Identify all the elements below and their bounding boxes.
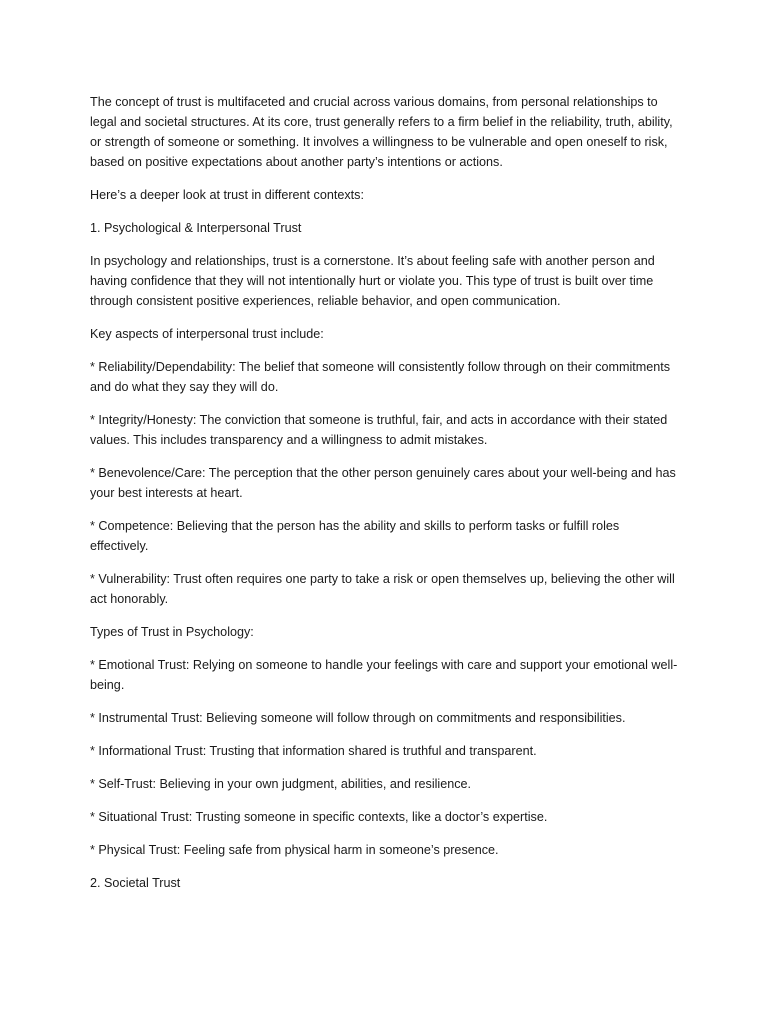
list-item-benevolence: * Benevolence/Care: The perception that the other person genuinely cares about your well-being and has your best interests at heart. (90, 466, 676, 500)
list-item-emotional-trust: * Emotional Trust: Relying on someone to handle your feelings with care and support your emotional well-being. (90, 658, 678, 692)
list-item-integrity: * Integrity/Honesty: The conviction that someone is truthful, fair, and acts in accordance with their stated values. This includes transparency and a willingness to admit mistakes. (90, 413, 668, 447)
list-item-vulnerability: * Vulnerability: Trust often requires one party to take a risk or open themselves up, believing the other will act honorably. (90, 572, 675, 606)
psychological-paragraph: In psychology and relationships, trust is a cornerstone. It’s about feeling safe with another person and having confidence that they will not intentionally hurt or violate you. This type of trust is built over time through consistent positive experiences, reliable behavior, and open communication. (90, 254, 655, 308)
list-item-informational-trust: * Informational Trust: Trusting that information shared is truthful and transparent. (90, 744, 537, 758)
list-item-self-trust: * Self-Trust: Believing in your own judgment, abilities, and resilience. (90, 777, 472, 791)
types-lead-in: Types of Trust in Psychology: (90, 625, 254, 639)
list-item-physical-trust: * Physical Trust: Feeling safe from physical harm in someone’s presence. (90, 843, 499, 857)
list-item-instrumental-trust: * Instrumental Trust: Believing someone will follow through on commitments and responsibilities. (90, 711, 626, 725)
list-item-situational-trust: * Situational Trust: Trusting someone in specific contexts, like a doctor’s expertise. (90, 810, 548, 824)
key-aspects-lead-in: Key aspects of interpersonal trust include: (90, 327, 324, 341)
document-body (90, 92, 680, 906)
section-heading-psychological: 1. Psychological & Interpersonal Trust (90, 221, 302, 235)
section-heading-societal: 2. Societal Trust (90, 876, 181, 890)
list-item-reliability: * Reliability/Dependability: The belief that someone will consistently follow through on their commitments and do what they say they will do. (90, 360, 671, 394)
list-item-competence: * Competence: Believing that the person has the ability and skills to perform tasks or fulfill roles effectively. (90, 519, 620, 553)
intro-paragraph: The concept of trust is multifaceted and crucial across various domains, from personal relationships to legal and societal structures. At its core, trust generally refers to a firm belief in the reliability, truth, ability, or strength of someone or something. It involves a willingness to be vulnerable and open oneself to risk, based on positive expectations about another party’s intentions or actions. (90, 95, 673, 169)
context-lead-in: Here’s a deeper look at trust in different contexts: (90, 188, 364, 202)
